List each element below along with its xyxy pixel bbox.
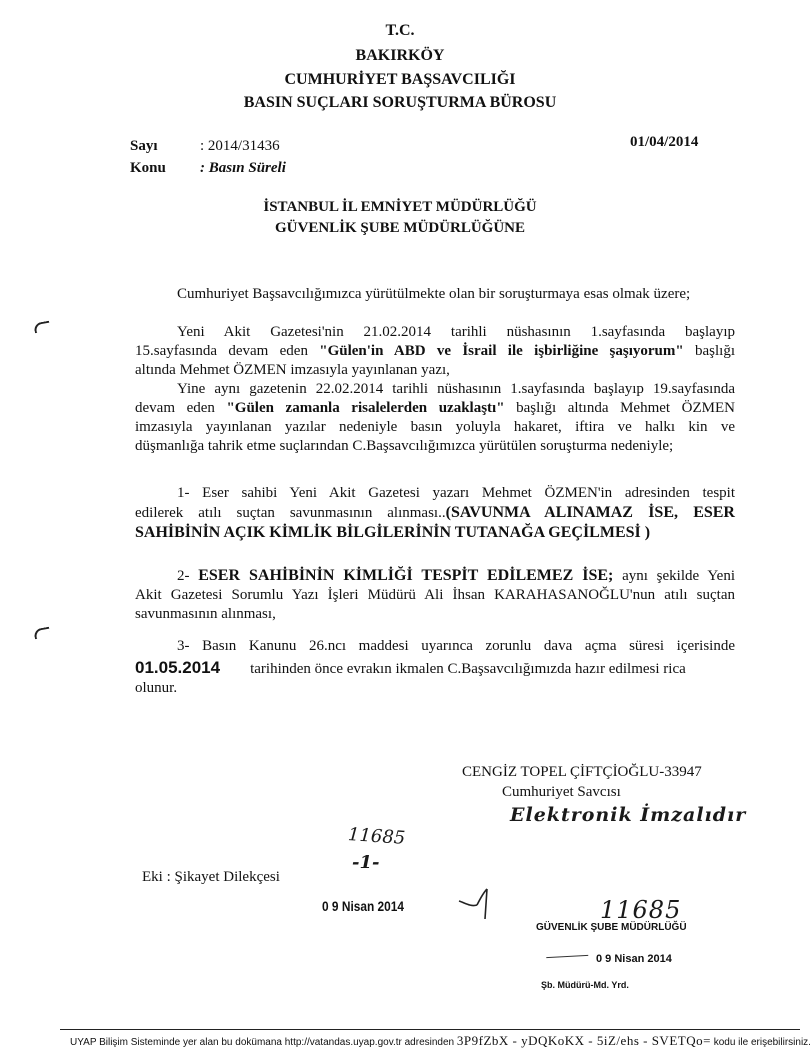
handwritten-check-icon (455, 885, 495, 925)
prosecutor-title: Cumhuriyet Savcısı (502, 784, 621, 800)
header-tc: T.C. (385, 22, 415, 39)
prosecutor-name: CENGİZ TOPEL ÇİFTÇİOĞLU-33947 (462, 764, 702, 780)
p2-line1: Yine aynı gazetenin 22.02.2014 tarihli nüshasının 1.sayfasında başlayıp 19.sayfasında (177, 381, 735, 397)
paragraph-2 (135, 380, 735, 456)
sayi-label: Sayı (130, 138, 158, 154)
header-bureau: BASIN SUÇLARI SORUŞTURMA BÜROSU (243, 94, 557, 111)
p2-line2: devam eden "Gülen zamanla risalelerden uzaklaştı" başlığı altında Mehmet ÖZMEN (135, 400, 735, 416)
recipient-line1: İSTANBUL İL EMNİYET MÜDÜRLÜĞÜ (263, 199, 537, 215)
unit-handwritten-number: 11685 (600, 896, 682, 924)
unit-stamp-title: GÜVENLİK ŞUBE MÜDÜRLÜĞÜ (536, 922, 687, 933)
item3-line1: 3- Basın Kanunu 26.ncı maddesi uyarınca zorunlu dava açma süresi içerisinde (177, 638, 735, 654)
p1-line3: altında Mehmet ÖZMEN imzasıyla yayınlanan yazı, (135, 362, 450, 378)
footer-suffix: kodu ile erişebilirsiniz. (713, 1037, 811, 1048)
unit-stamp-date: 0 9 Nisan 2014 (596, 953, 672, 965)
article-title-2: "Gülen zamanla risalelerden uzaklaştı" (226, 400, 505, 416)
unit-stamp-footer: Şb. Müdürü-Md. Yrd. (541, 980, 629, 990)
p1-line2: 15.sayfasında devam eden "Gülen'in ABD ve İsrail ile işbirliğine şaşıyorum" başlığı (135, 343, 736, 359)
header-office: CUMHURİYET BAŞSAVCILIĞI (284, 71, 516, 88)
footer-uyap (70, 1033, 811, 1049)
intro-paragraph: Cumhuriyet Başsavcılığımızca yürütülmekte olan bir soruşturmaya esas olmak üzere; (177, 286, 691, 302)
item1-line2: edilerek atılı suçtan savunmasının alınması..(SAVUNMA ALINAMAZ İSE, ESER (135, 504, 735, 521)
unit-stamp-scribble (546, 945, 589, 958)
item3-line3: olunur. (135, 680, 178, 696)
p1-line1: Yeni Akit Gazetesi'nin 21.02.2014 tarihli nüshasının 1.sayfasında başlayıp (177, 324, 735, 340)
document-date: 01/04/2014 (630, 134, 699, 150)
item2-line3: savunmasının alınması, (135, 606, 276, 622)
konu-value: : Basın Süreli (200, 160, 286, 176)
p2-line3: imzasıyla yayınlanan yazılar nedeniyle basın yoluyla hakaret, iftira ve halkı kin ve (135, 419, 735, 435)
footer-text: UYAP Bilişim Sisteminde yer alan bu dokümana http://vatandas.uyap.gov.tr adresinden (70, 1037, 455, 1048)
item-3 (135, 637, 735, 698)
item1-line1: 1- Eser sahibi Yeni Akit Gazetesi yazarı Mehmet ÖZMEN'in adresinden tespit (177, 485, 735, 501)
konu-label: Konu (130, 160, 166, 176)
item1-line3: SAHİBİNİN AÇIK KİMLİK BİLGİLERİNİN TUTANAĞA GEÇİLMESİ ) (135, 524, 651, 541)
handwritten-page: -1- (352, 852, 380, 873)
received-date-stamp: 0 9 Nisan 2014 (322, 898, 405, 914)
p2-line4: düşmanlığa tahrik etme suçlarından C.Başsavcılığımızca yürütülen soruşturma nedeniyle; (135, 438, 674, 454)
paragraph-1 (135, 323, 735, 380)
item-1 (135, 484, 735, 542)
item2-line2: Akit Gazetesi Sorumlu Yazı İşleri Müdürü Ali İhsan KARAHASANOĞLU'nun atılı suçtan (135, 587, 735, 603)
sayi-value: : 2014/31436 (200, 138, 280, 154)
verification-code: 3P9fZbX - yDQKoKX - 5iZ/ehs - SVETQo= (456, 1033, 711, 1048)
header-city: BAKIRKÖY (355, 47, 445, 64)
deadline-date: 01.05.2014 (135, 658, 221, 677)
recipient-line2: GÜVENLİK ŞUBE MÜDÜRLÜĞÜNE (274, 220, 526, 236)
item2-line1: 2- ESER SAHİBİNİN KİMLİĞİ TESPİT EDİLEMEZ İSE; aynı şekilde Yeni (177, 567, 735, 584)
item-2 (135, 566, 735, 624)
item3-line2: 01.05.2014 tarihinden önce evrakın ikmalen C.Başsavcılığımızda hazır edilmesi rica (135, 658, 686, 677)
article-title-1: "Gülen'in ABD ve İsrail ile işbirliğine şaşıyorum" (319, 343, 684, 359)
margin-mark-2 (33, 627, 50, 640)
attachment-note: Eki : Şikayet Dilekçesi (142, 869, 280, 885)
margin-mark-1 (33, 321, 50, 334)
footer-divider (60, 1029, 800, 1030)
handwritten-number: 11685 (347, 824, 406, 849)
electronic-signature: Elektronik İmzalıdır (510, 804, 747, 826)
